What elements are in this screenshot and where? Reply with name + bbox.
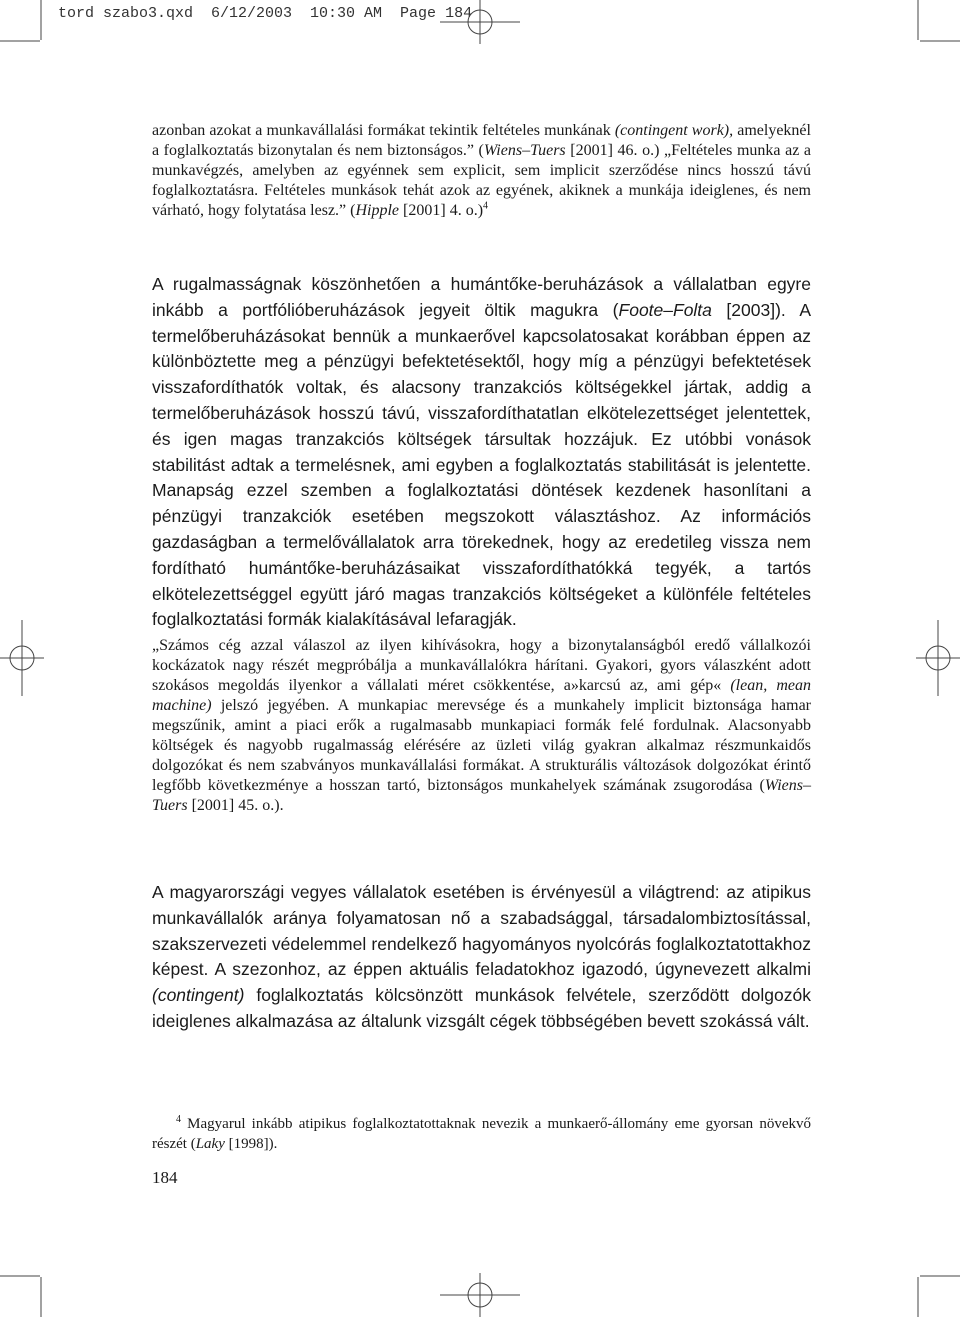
page-number: 184 xyxy=(152,1168,178,1187)
print-slug: tord szabo3.qxd 6/12/2003 10:30 AM Page 184 xyxy=(58,5,473,22)
footnote-number: 4 xyxy=(176,1114,181,1125)
registration-target-left xyxy=(0,620,44,696)
block-quote-2: „Számos cég azzal válaszol az ilyen kihívásokra, hogy a bizonytalanságból eredő vállalkozói kockázatok nagy részét megpróbálja a munkavállalókra hárítani. Gyakori, gyors válaszként adott szokásos megoldás ilyenkor a vállalati méret csökkentése, a»karcsú az, ami gép« (lean, mean machine) jelszó jegyében. A munkapiac merevsége és a munkahely implicit biztonsága hamar megszűnik, amint a piaci erők a rugalmasabb munkapiaci formák felé fordulnak. Alacsonyabb költségek és nagyobb rugalmasság elérésére az üzleti világ gyakran alkalmaz részmunkaidős dolgozókat és nem szabványos munkavállalási formákat. A strukturális változások dolgozókat érintő legfőbb következménye a hosszan tartó, biztonságos munkahelyek számának zsugorodása (Wiens–Tuers [2001] 45. o.). xyxy=(152,637,811,814)
footnote: $^4$ Magyarul inkább atipikus foglalkoztatottaknak nevezik a munkaerő-állomány eme gyorsan növekvő részét (Laky [1998]). xyxy=(152,1114,811,1152)
registration-target-bottom xyxy=(440,1273,520,1317)
block-quote-1: azonban azokat a munkavállalási formákat tekintik feltételes munkának (contingent work), amelyeknél a foglalkoztatás bizonytalan és nem biztonságos.” (Wiens–Tuers [2001] 46. o.) „Feltételes munka az a munkavégzés, amelyben az egyénnek sem explicit, sem implicit szerződése nincs hosszú távú foglalkoztatásra. Feltételes munkások tehát azok az egyének, akiknek a munkája ideiglenes, és nem várható, hogy folytatása lesz.” (Hipple [2001] 4. o.)$^4$ xyxy=(152,122,812,219)
body-paragraph-2: A magyarországi vegyes vállalatok esetében is érvényesül a világtrend: az atipikus munkavállalók aránya folyamatosan nő a szabadsággal, társadalombiztosítással, szakszervezeti védelemmel rendelkező hagyományos nyolcórás foglalkoztatottakhoz képest. A szezonhoz, az éppen aktuális feladatokhoz igazodó, úgynevezett alkalmi (contingent) foglalkoztatás kölcsönzött munkások felvétele, szerződött dolgozók ideiglenes alkalmazása az általunk vizsgált cégek többségében bevett szokássá vált. xyxy=(152,882,811,1031)
body-paragraph-1: A rugalmasságnak köszönhetően a humántőke-beruházások a vállalatban egyre inkább a portfólióberuházások jegyeit öltik magukra (Foote–Folta [2003]). A termelőberuházásokat bennük a munkaerővel kapcsolatosakat korábban éppen az különböztette meg a pénzügyi befektetésektől, hogy míg a pénzügyi befektetések visszafordíthatók voltak, és alacsony tranzakciós költségekkel jártak, addig a termelőberuházások hosszú távú, visszafordíthatatlan elkötelezettséget jelentettek, és igen magas tranzakciós költségek társultak hozzájuk. Ez utóbbi vonások stabilitást adtak a termelésnek, ami egyben a foglalkoztatás stabilitását is jelentette. Manapság ezzel szemben a foglalkoztatási döntések kezdenek hasonlítani a pénzügyi tranzakciók esetében megszokott választáshoz. Az információs gazdaságban a termelővállalatok arra törekednek, hogy az eredetileg vissza nem fordítható humántőke-beruházásaikat visszafordíthatókká tegyék, a tartós elkötelezettséggel együtt járó magas tranzakciós költségeket a különféle feltételes foglalkoztatási formák kialakításával lefaragják. xyxy=(152,274,811,630)
footnote-reference: 4 xyxy=(483,200,489,212)
registration-target-right xyxy=(916,620,960,696)
